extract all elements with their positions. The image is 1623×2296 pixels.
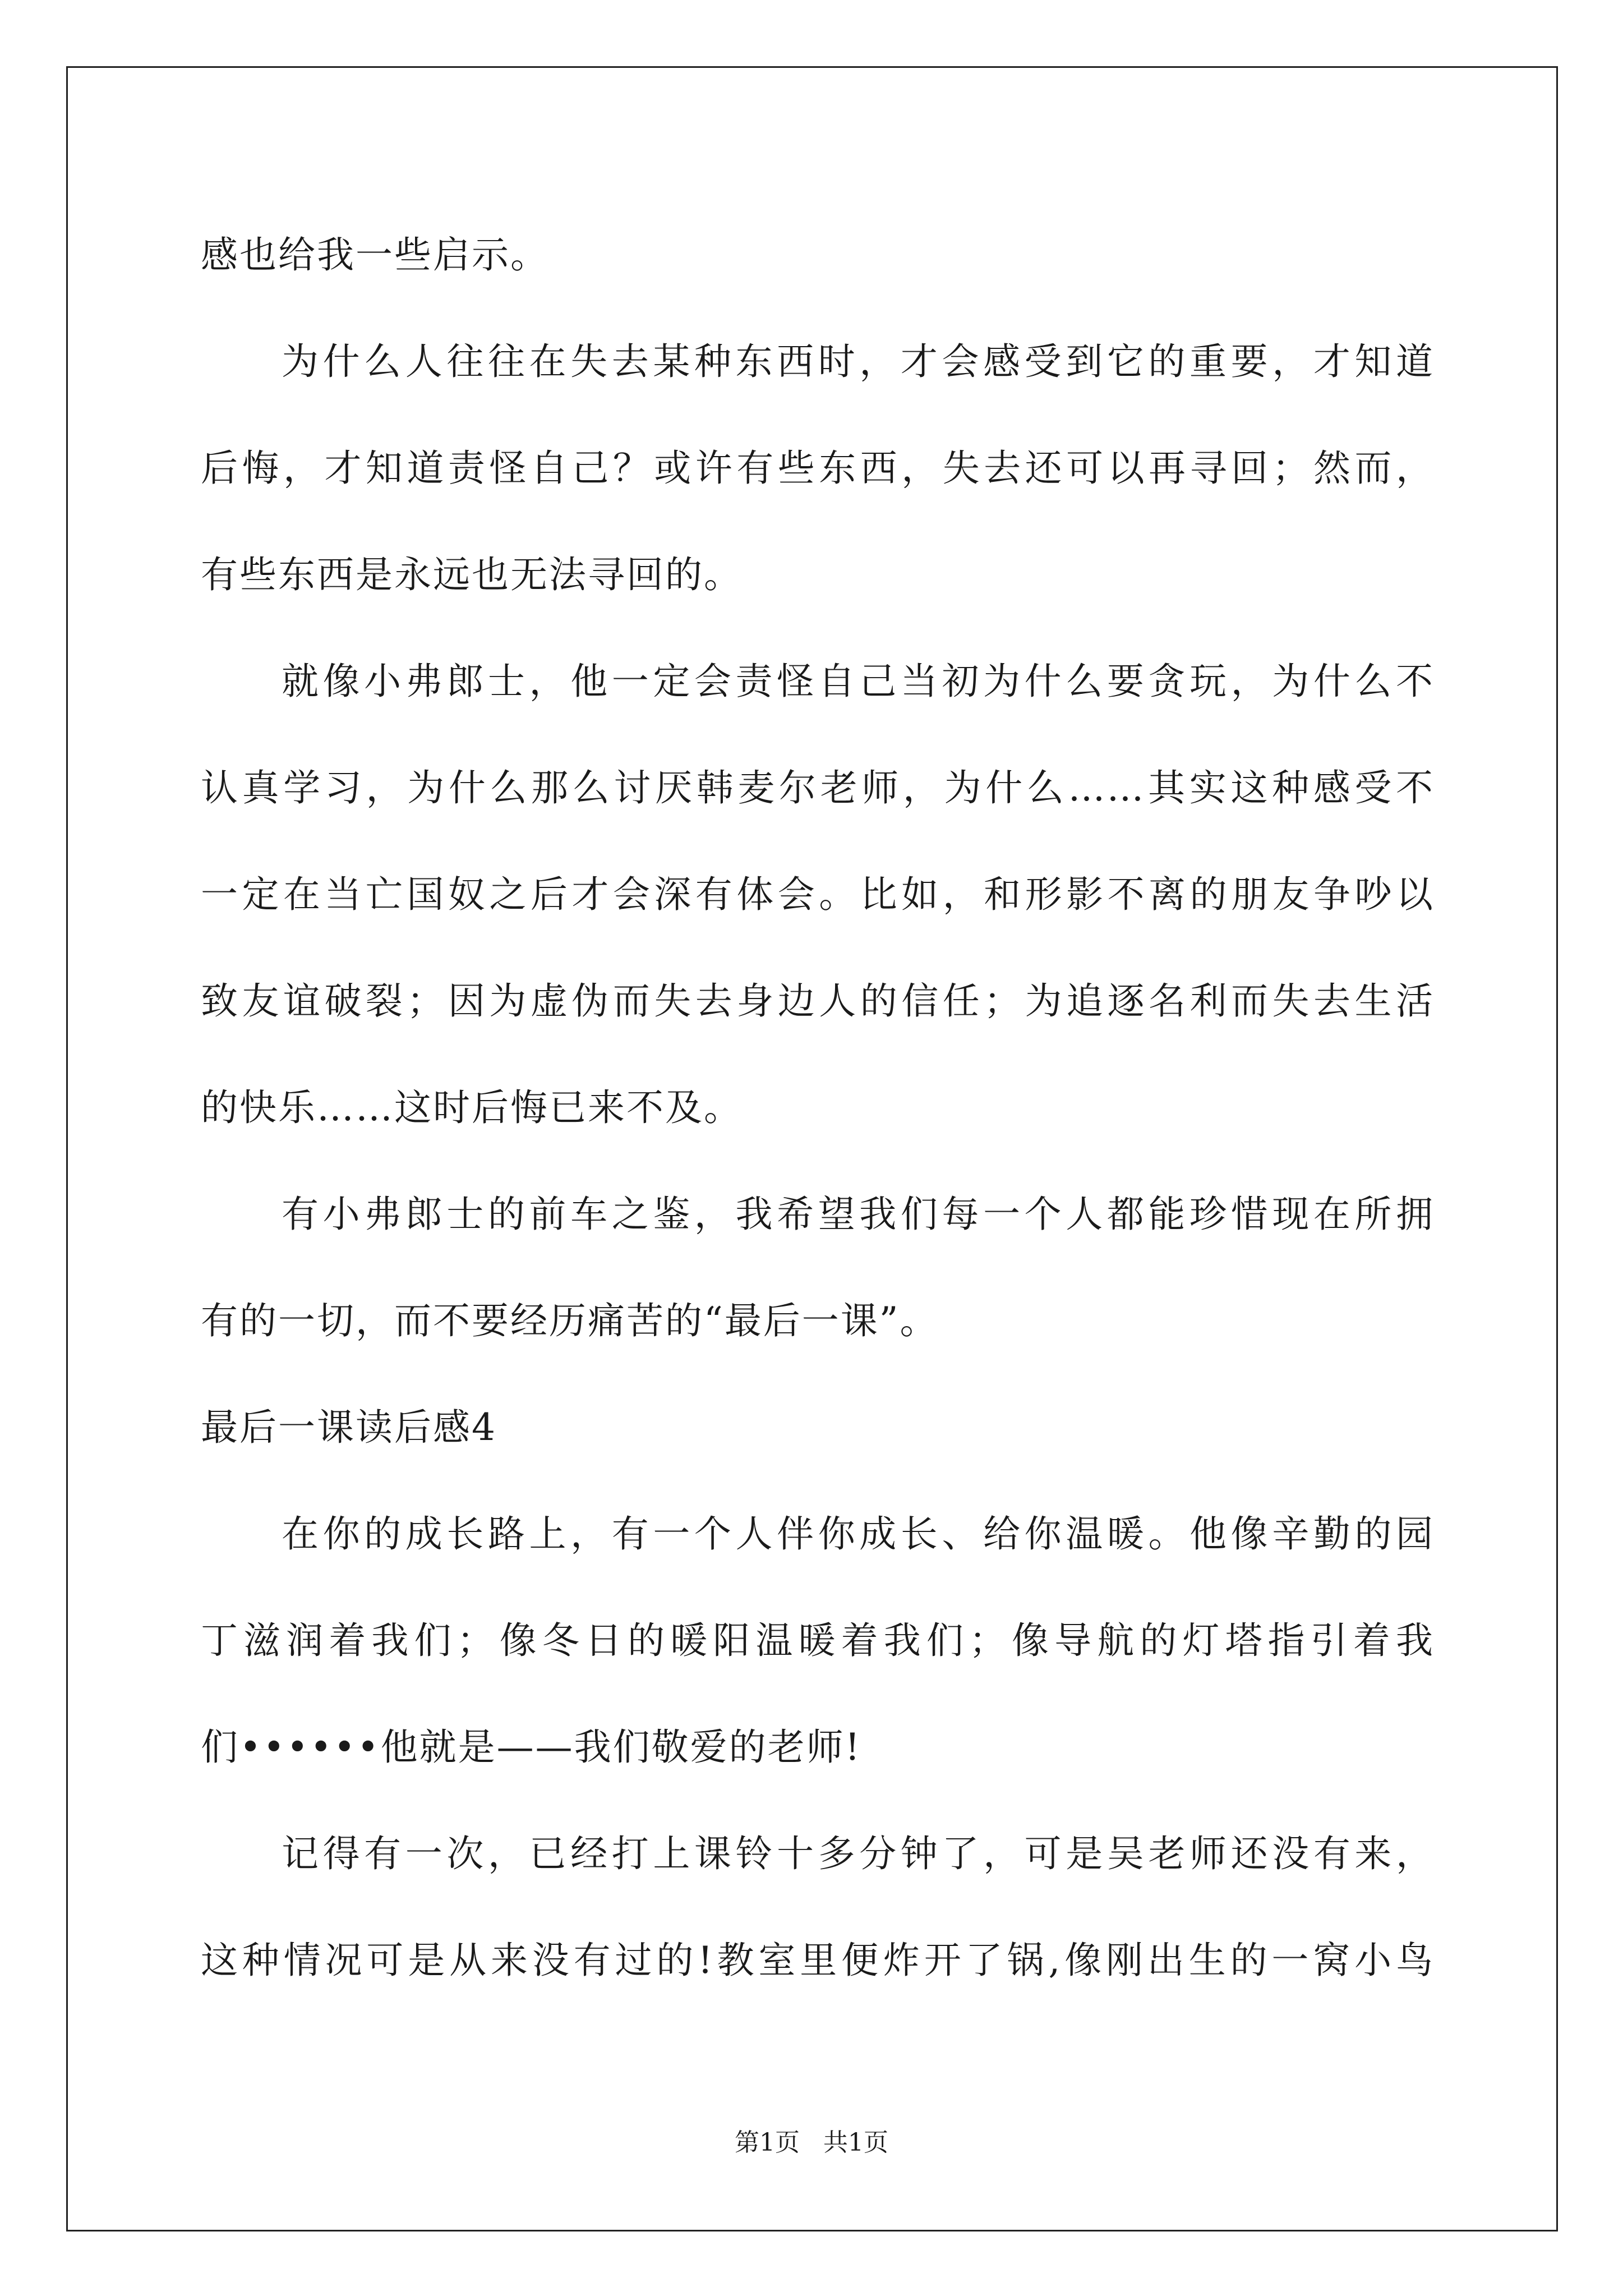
text-line: 感也给我一些启示。	[201, 233, 549, 277]
section-heading: 最后一课读后感4	[201, 1406, 497, 1449]
text-line: 们••••••他就是——我们敬爱的老师!	[201, 1726, 862, 1769]
text-line: 在你的成长路上，有一个人伴你成长、给你温暖。他像辛勤的园	[282, 1512, 1435, 1556]
text-line: 为什么人往往在失去某种东西时，才会感受到它的重要，才知道	[282, 340, 1435, 383]
page-footer: 第1页 共1页	[735, 2128, 888, 2157]
text-line: 丁滋润着我们；像冬日的暖阳温暖着我们；像导航的灯塔指引着我	[201, 1619, 1435, 1662]
text-line: 的快乐……这时后悔已来不及。	[201, 1086, 743, 1129]
text-line: 记得有一次，已经打上课铃十多分钟了，可是吴老师还没有来，	[282, 1832, 1435, 1875]
text-line: 认真学习，为什么那么讨厌韩麦尔老师，为什么……其实这种感受不	[201, 766, 1435, 809]
text-line: 这种情况可是从来没有过的!教室里便炸开了锅,像刚出生的一窝小鸟	[201, 1939, 1435, 1982]
document-body	[201, 202, 1435, 2014]
text-line: 一定在当亡国奴之后才会深有体会。比如，和形影不离的朋友争吵以	[201, 873, 1435, 916]
text-line: 就像小弗郎士，他一定会责怪自己当初为什么要贪玩，为什么不	[282, 660, 1435, 703]
text-line: 有的一切，而不要经历痛苦的“最后一课”。	[201, 1299, 939, 1342]
text-line: 致友谊破裂；因为虚伪而失去身边人的信任；为追逐名利而失去生活	[201, 979, 1435, 1023]
text-line: 后悔，才知道责怪自己？或许有些东西，失去还可以再寻回；然而，	[201, 447, 1435, 490]
text-line: 有小弗郎士的前车之鉴，我希望我们每一个人都能珍惜现在所拥	[282, 1193, 1435, 1236]
text-line: 有些东西是永远也无法寻回的。	[201, 553, 743, 596]
